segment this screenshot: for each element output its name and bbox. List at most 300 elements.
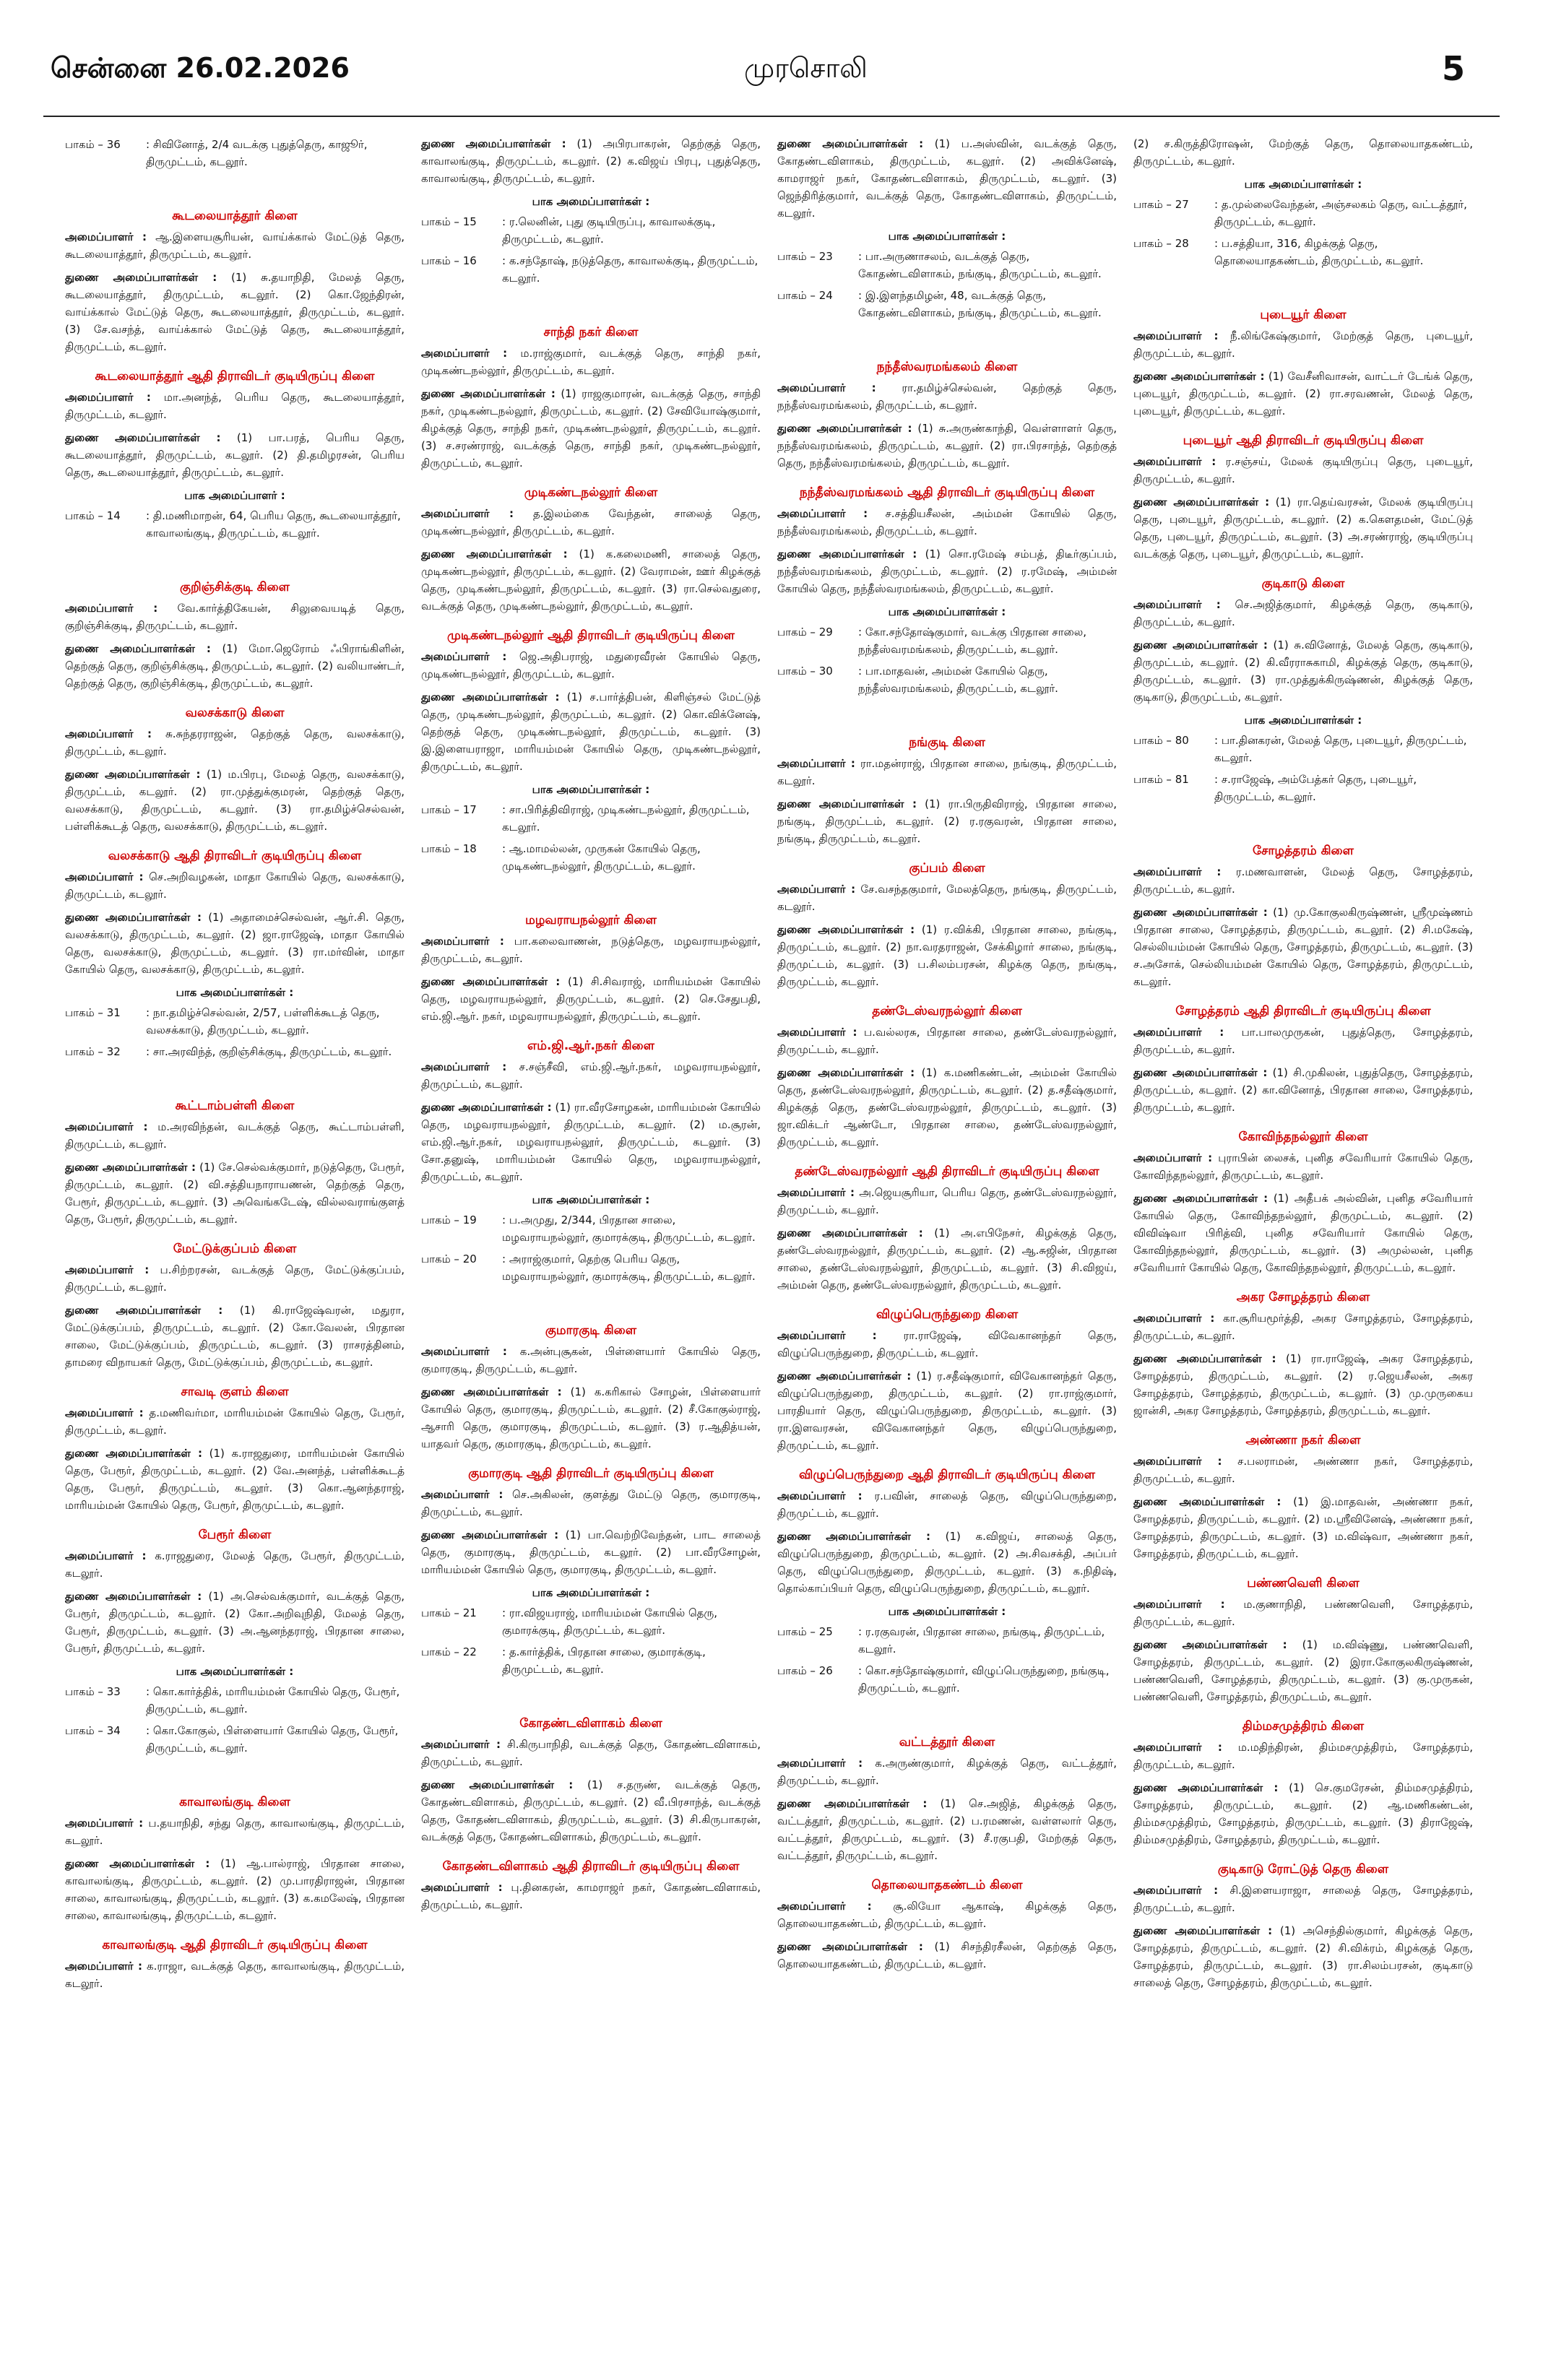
officer-details: சி.கிருபாநிதி, வடக்குத் தெரு, கோதண்டவிளாகம், திருமுட்டம், கடலூர். (421, 1738, 761, 1768)
branch-heading: தொலையாதகண்டம் கிளை (871, 1878, 1023, 1892)
officer-entry (65, 269, 405, 355)
booth-row (1133, 732, 1473, 766)
branch-heading: விழுப்பெருந்துறை கிளை (876, 1307, 1019, 1322)
officer-details: (1) மு.கோகுலகிருஷ்ணன், ஸ்ரீமுஷ்ணம் பிரதான சாலை, சோழத்தரம், திருமுட்டம், கடலூர். (2) சி.மகேஷ், செல்லியம்மன் கோயில் தெரு, சோழத்தரம், திருமுட்டம், கடலூர். (3) ச.அசோக், செல்லியம்மன் கோயில் தெரு, சோழத்தரம், திருமுட்டம், கடலூர். (1133, 906, 1473, 988)
section-gap (65, 546, 405, 566)
officer-details: சி.இளையராஜா, சாலைத் தெரு, சோழத்தரம், திருமுட்டம், கடலூர். (1133, 1884, 1473, 1914)
role-label: அமைப்பாளர் : (65, 1406, 144, 1419)
officer-entry (777, 1024, 1117, 1058)
role-label: அமைப்பாளர் : (65, 1960, 142, 1973)
officer-entry (1133, 1882, 1473, 1916)
officer-entry (1133, 904, 1473, 990)
officer-details: (1) ர.விக்கி, பிரதான சாலை, நங்குடி, திருமுட்டம், கடலூர். (2) நா.வரதராஜன், சேக்கிழார் சாலை, நங்குடி, திருமுட்டம், கடலூர். (3) ப.சிலம்பரசன், கிழக்கு தெரு, நங்குடி, திருமுட்டம், கடலூர். (777, 923, 1117, 988)
officer-entry (777, 1487, 1117, 1522)
role-label: அமைப்பாளர் : (777, 883, 856, 896)
section-subheading: பாக அமைப்பாளர் : (184, 489, 285, 502)
booth-officer: : த.கார்த்திக், பிரதான சாலை, குமாரக்குடி, திருமுட்டம், கடலூர். (502, 1645, 706, 1676)
role-label: துணை அமைப்பாளர்கள் : (65, 271, 217, 284)
branch-heading: பேரூர் கிளை (198, 1528, 272, 1542)
role-label: அமைப்பாளர் : (421, 1345, 507, 1358)
branch-heading: புடையூர் கிளை (1260, 308, 1347, 322)
booth-row (421, 252, 761, 287)
branch-heading: மேட்டுக்குப்பம் கிளை (173, 1242, 297, 1256)
section-gap (65, 1761, 405, 1781)
role-label: அமைப்பாளர் : (65, 870, 144, 883)
officer-details: அ.ஜெயசூரியா, பெரிய தெரு, தண்டேஸ்வரநல்லூர், திருமுட்டம், கடலூர். (777, 1186, 1117, 1216)
officer-details: (1) அதாமைச்செல்வன், ஆர்.சி. தெரு, வலசக்காடு, திருமுட்டம், கடலூர். (2) ஜா.ராஜேஷ், மாதா கோயில் தெரு, வலசக்காடு, திருமுட்டம், கடலூர். (3) ரா.மர்வின், மாதா கோயில் தெரு, வலசக்காடு, திருமுட்டம், கடலூர். (65, 911, 405, 976)
role-label: அமைப்பாளர் : (1133, 1455, 1222, 1468)
booth-officer: : ரா.விஜயராஜ், மாரியம்மன் கோயில் தெரு, குமாரக்குடி, திருமுட்டம், கடலூர். (502, 1606, 718, 1637)
officer-details: (1) அதீபக் அல்வின், புனித சவேரியார் கோயில் தெரு, கோவிந்தநல்லூர், திருமுட்டம், கடலூர். (2) விவிஷ்வா பிரித்வி, புனித சவேரியார் கோயில் தெரு, கோவிந்தநல்லூர், திருமுட்டம், கடலூர். (3) அமுல்லன், புனித சவேரியார் கோயில் தெரு, கோவிந்தநல்லூர், திருமுட்டம், கடலூர். (1133, 1192, 1473, 1274)
officer-entry (421, 688, 761, 775)
officer-entry (1133, 1636, 1473, 1705)
officer-details: (1) ராஜகுமாரன், வடக்குத் தெரு, சாந்தி நகர், முடிகண்டநல்லூர், திருமுட்டம், கடலூர். (2) சேவியோஷ்குமார், கிழக்குத் தெரு, சாந்தி நகர், முடிகண்டநல்லூர், திருமுட்டம், கடலூர். (3) ச.சரண்ராஜ், வடக்குத் தெரு, சாந்தி நகர், முடிகண்டநல்லூர், திருமுட்டம், கடலூர். (421, 387, 761, 469)
officer-entry (1133, 135, 1473, 170)
role-label: துணை அமைப்பாளர்கள் : (65, 1590, 202, 1603)
officer-entry (421, 1526, 761, 1578)
officer-details: (1) சொ.ரமேஷ் சம்பத், திடீர்குப்பம், நந்தீஸ்வரமங்கலம், திருமுட்டம், கடலூர். (2) ர.ரமேஷ், அம்மன் கோயில் தெரு, நந்தீஸ்வரமங்கலம், திருமுட்டம், கடலூர். (777, 548, 1117, 595)
officer-details: ரா.மதன்ராஜ், பிரதான சாலை, நங்குடி, திருமுட்டம், கடலூர். (777, 757, 1117, 787)
role-label: துணை அமைப்பாளர்கள் : (777, 422, 912, 435)
page-number: 5 (1442, 49, 1466, 88)
officer-details: (1) ரா.தெய்வரசன், மேலக் குடியிருப்பு தெரு, புடையூர், திருமுட்டம், கடலூர். (2) க.கௌதமன், மேட்டுத் தெரு, புடையூர், திருமுட்டம், கடலூர். (3) அ.சரண்ராஜ், குடியிருப்பு வடக்குத் தெரு, புடையூர், திருமுட்டம், கடலூர். (1133, 496, 1473, 561)
officer-details: வே.கார்த்திகேயன், சிலுவையடித் தெரு, குறிஞ்சிக்குடி, திருமுட்டம், கடலூர். (65, 602, 405, 632)
booth-number: பாகம் – 15 (421, 215, 477, 228)
role-label: அமைப்பாளர் : (65, 1120, 148, 1133)
officer-entry (777, 921, 1117, 990)
booth-row (65, 1722, 405, 1757)
role-label: அமைப்பாளர் : (65, 391, 151, 404)
officer-entry (65, 1855, 405, 1924)
officer-entry (777, 1754, 1117, 1789)
section-gap (65, 1065, 405, 1085)
booth-row (777, 248, 1117, 282)
officer-details: த.மணிவர்மா, மாரியம்மன் கோயில் தெரு, பேரூர், திருமுட்டம், கடலூர். (65, 1406, 405, 1437)
booth-row (421, 1250, 761, 1285)
officer-entry (421, 505, 761, 540)
booth-row (421, 1643, 761, 1678)
role-label: துணை அமைப்பாளர்கள் : (777, 1066, 915, 1079)
booth-officer: : அராஜ்குமார், தெற்கு பெரிய தெரு, மழவராயநல்லூர், குமாரக்குடி, திருமுட்டம், கடலூர். (502, 1252, 756, 1283)
officer-entry (777, 1327, 1117, 1362)
officer-entry (1133, 1190, 1473, 1276)
officer-details: (1) ம.விஷ்ணு, பண்ணவெளி, சோழத்தரம், திருமுட்டம், கடலூர். (2) இரா.கோகுலகிருஷ்ணன், பண்ணவெளி, சோழத்தரம், திருமுட்டம், கடலூர். (3) கு.முருகன், பண்ணவெளி, சோழத்தரம், திருமுட்டம், கடலூர். (1133, 1638, 1473, 1703)
officer-entry (1133, 1024, 1473, 1058)
officer-details: ரா.தமிழ்ச்செல்வன், தெற்குத் தெரு, நந்தீஸ்வரமங்கலம், திருமுட்டம், கடலூர். (777, 381, 1117, 412)
branch-heading: காவாலங்குடி கிளை (179, 1795, 290, 1809)
officer-entry (65, 1302, 405, 1371)
officer-entry (421, 135, 761, 187)
section-gap (777, 1701, 1117, 1721)
role-label: துணை அமைப்பாளர்கள் : (777, 1369, 912, 1382)
officer-entry (777, 755, 1117, 789)
officer-entry (421, 648, 761, 683)
officer-entry (1133, 1922, 1473, 1991)
booth-number: பாகம் – 80 (1133, 734, 1189, 747)
role-label: துணை அமைப்பாளர்கள் : (1133, 639, 1268, 652)
newspaper-name: முரசொலி (744, 52, 868, 84)
branch-heading: கோதண்டவிளாகம் கிளை (519, 1716, 662, 1731)
officer-entry (777, 420, 1117, 472)
booth-row (777, 662, 1117, 697)
officer-details: (1) அபிரபாகரன், தெற்குத் தெரு, காவாலங்குடி, திருமுட்டம், கடலூர். (2) க.விஜய் பிரபு, புதுத்தெரு, காவாலங்குடி, திருமுட்டம், கடலூர். (421, 137, 761, 185)
officer-entry (65, 1261, 405, 1296)
officer-details: (1) க.மணிகண்டன், அம்மன் கோயில் தெரு, தண்டேஸ்வரநல்லூர், திருமுட்டம், கடலூர். (2) த.சதீஷ்குமார், கிழக்குத் தெரு, தண்டேஸ்வரநல்லூர், திருமுட்டம், கடலூர். (3) ஜா.விக்டர் ஆண்டோ, பிரதான சாலை, தண்டேஸ்வரநல்லூர், திருமுட்டம், கடலூர். (777, 1066, 1117, 1148)
branch-heading: சோழத்தரம் கிளை (1253, 844, 1354, 858)
officer-details: (1) பா.வெற்றிவேந்தன், பாட சாலைத் தெரு, குமாரகுடி, திருமுட்டம், கடலூர். (2) பா.வீரசோழன், மாரியம்மன் கோயில் தெரு, குமாரகுடி, திருமுட்டம், கடலூர். (421, 1528, 761, 1576)
booth-number: பாகம் – 21 (421, 1606, 477, 1619)
role-label: துணை அமைப்பாளர்கள் : (1133, 1192, 1268, 1205)
role-label: அமைப்பாளர் : (1133, 1151, 1213, 1164)
officer-details: (1) பா.பரத், பெரிய தெரு, கூடலையாத்தூர், திருமுட்டம், கடலூர். (2) தி.தமிழரசன், பெரிய தெரு, கூடலையாத்தூர், திருமுட்டம், கடலூர். (65, 431, 405, 479)
officer-entry (421, 1383, 761, 1453)
officer-details: செ.அகிலன், குளத்து மேட்டு தெரு, குமாரகுடி, திருமுட்டம், கடலூர். (421, 1488, 761, 1518)
officer-details: க.அருண்குமார், கிழக்குத் தெரு, வட்டத்தூர், திருமுட்டம், கடலூர். (777, 1757, 1117, 1787)
officer-entry (1133, 493, 1473, 563)
masthead-rule (43, 116, 1500, 117)
branch-heading: திம்மசமுத்திரம் கிளை (1242, 1719, 1365, 1734)
branch-heading: அண்ணா நகர் கிளை (1245, 1433, 1361, 1448)
branch-heading: வலசக்காடு கிளை (185, 706, 285, 720)
booth-row (65, 507, 405, 542)
booth-number: பாகம் – 33 (65, 1685, 121, 1698)
role-label: அமைப்பாளர் : (777, 1757, 863, 1770)
booth-row (65, 1043, 405, 1060)
officer-entry (1133, 1310, 1473, 1344)
officer-details: க.ராஜா, வடக்குத் தெரு, காவாலங்குடி, திருமுட்டம், கடலூர். (65, 1960, 405, 1990)
officer-details: (1) அசெந்தில்குமார், கிழக்குத் தெரு, சோழத்தரம், திருமுட்டம், கடலூர். (2) சி.விக்ரம், கிழக்குத் தெரு, சோழத்தரம், திருமுட்டம், கடலூர். (3) ரா.சிலம்பரசன், குடிகாடு சாலைத் தெரு, சோழத்தரம், திருமுட்டம், கடலூர். (1133, 1924, 1473, 1989)
role-label: துணை அமைப்பாளர்கள் : (777, 1797, 928, 1810)
officer-details: (2) ச.கிருத்திரோஷன், மேற்குத் தெரு, தொலையாதகண்டம், திருமுட்டம், கடலூர். (1133, 137, 1473, 168)
booth-officer: : சா.அரவிந்த், குறிஞ்சிக்குடி, திருமுட்டம், கடலூர். (146, 1045, 392, 1058)
role-label: துணை அமைப்பாளர்கள் : (1133, 1924, 1273, 1937)
officer-entry (777, 1064, 1117, 1151)
booth-row (777, 287, 1117, 321)
column-2 (421, 134, 761, 2358)
officer-details: க.அன்புசூகன், பிள்ளையார் கோயில் தெரு, குமாரகுடி, திருமுட்டம், கடலூர். (421, 1345, 761, 1375)
booth-number: பாகம் – 31 (65, 1006, 121, 1019)
booth-number: பாகம் – 26 (777, 1664, 833, 1677)
role-label: துணை அமைப்பாளர்கள் : (65, 1161, 196, 1174)
role-label: துணை அமைப்பாளர்கள் : (1133, 1781, 1279, 1794)
booth-officer: : சா.பிரித்திவிராஜ், முடிகண்டநல்லூர், திருமுட்டம், கடலூர். (502, 803, 750, 834)
role-label: அமைப்பாளர் : (65, 1549, 147, 1562)
booth-row (421, 840, 761, 875)
officer-entry (777, 1224, 1117, 1294)
officer-details: நீ.லிங்கேஷ்குமார், மேற்குத் தெரு, புடையூர், திருமுட்டம், கடலூர். (1133, 329, 1473, 360)
booth-officer: : பா.தினகரன், மேலத் தெரு, புடையூர், திருமுட்டம், கடலூர். (1214, 734, 1467, 764)
officer-details: (1) ம.பிரபு, மேலத் தெரு, வலசக்காடு, திருமுட்டம், கடலூர். (2) ரா.முத்துக்குமரன், தெற்குத் தெரு, வலசக்காடு, திருமுட்டம், கடலூர். (3) ரா.தமிழ்ச்செல்வன், பள்ளிக்கூடத் தெரு, வலசக்காடு, திருமுட்டம், கடலூர். (65, 768, 405, 833)
officer-entry (65, 600, 405, 634)
officer-details: செ.அஜித்குமார், கிழக்குத் தெரு, குடிகாடு, திருமுட்டம், கடலூர். (1133, 598, 1473, 628)
booth-number: பாகம் – 81 (1133, 773, 1189, 786)
booth-number: பாகம் – 32 (65, 1045, 121, 1058)
role-label: அமைப்பாளர் : (1133, 1312, 1215, 1325)
officer-details: (1) ச.தருண், வடக்குத் தெரு, கோதண்டவிளாகம், திருமுட்டம், கடலூர். (2) வீ.பிரசாந்த், வடக்குத் தெரு, கோதண்டவிளாகம், திருமுட்டம், கடலூர். (3) சி.கிருபாகரன், வடக்குத் தெரு, கோதண்டவிளாகம், திருமுட்டம், கடலூர். (421, 1778, 761, 1843)
role-label: அமைப்பாளர் : (777, 757, 855, 770)
role-label: அமைப்பாளர் : (65, 602, 158, 615)
booth-number: பாகம் – 22 (421, 1645, 477, 1658)
officer-entry (421, 345, 761, 379)
branch-heading: குடிகாடு ரோட்டுத் தெரு கிளை (1217, 1862, 1389, 1877)
column-1 (65, 134, 405, 2358)
role-label: துணை அமைப்பாளர்கள் : (421, 1528, 559, 1541)
role-label: அமைப்பாளர் : (1133, 1741, 1222, 1754)
section-gap (65, 175, 405, 195)
role-label: துணை அமைப்பாளர்கள் : (65, 1447, 202, 1460)
branch-heading: நந்தீஸ்வரமங்கலம் கிளை (876, 360, 1018, 374)
branch-heading: முடிகண்டநல்லூர் ஆதி திராவிடர் குடியிருப்பு கிளை (447, 628, 735, 643)
officer-details: ஜெ.அதிபராஜ், மதுரைவீரன் கோயில் தெரு, முடிகண்டநல்லூர், திருமுட்டம், கடலூர். (421, 650, 761, 680)
officer-entry (1133, 636, 1473, 706)
booth-row (1133, 771, 1473, 805)
officer-details: (1) அ.எபிநேசர், கிழக்குத் தெரு, தண்டேஸ்வரநல்லூர், திருமுட்டம், கடலூர். (2) ஆ.சுஜின், பிரதான சாலை, தண்டேஸ்வரநல்லூர், திருமுட்டம், கடலூர். (3) சி.விஜய், அம்மன் தெரு, தண்டேஸ்வரநல்லூர், திருமுட்டம், கடலூர். (777, 1226, 1117, 1291)
officer-entry (65, 725, 405, 760)
role-label: துணை அமைப்பாளர்கள் : (65, 1857, 210, 1870)
role-label: அமைப்பாளர் : (777, 1329, 877, 1342)
role-label: துணை அமைப்பாளர்கள் : (65, 642, 211, 655)
officer-details: ச.சத்தியசீலன், அம்மன் கோயில் தெரு, நந்தீஸ்வரமங்கலம், திருமுட்டம், கடலூர். (777, 507, 1117, 537)
officer-entry (1133, 1453, 1473, 1487)
booth-row (421, 1211, 761, 1246)
booth-officer: : ப.அமுது, 2/344, பிரதான சாலை, மழவராயநல்லூர், குமாரக்குடி, திருமுட்டம், கடலூர். (502, 1213, 756, 1244)
officer-entry (1133, 1493, 1473, 1562)
booth-officer: : கொ.கார்த்திக், மாரியம்மன் கோயில் தெரு, பேரூர், திருமுட்டம், கடலூர். (146, 1685, 400, 1715)
role-label: அமைப்பாளர் : (421, 507, 514, 520)
officer-entry (65, 1445, 405, 1514)
role-label: துணை அமைப்பாளர்கள் : (1133, 1638, 1287, 1651)
role-label: அமைப்பாளர் : (421, 1738, 501, 1751)
officer-entry (421, 545, 761, 615)
branch-heading: காவாலங்குடி ஆதி திராவிடர் குடியிருப்பு கிளை (102, 1938, 368, 1952)
booth-row (777, 1662, 1117, 1697)
officer-entry (421, 1099, 761, 1185)
role-label: அமைப்பாளர் : (421, 1060, 507, 1073)
officer-details: ம.மதிந்திரன், திம்மசமுத்திரம், சோழத்தரம், திருமுட்டம், கடலூர். (1133, 1741, 1473, 1771)
booth-number: பாகம் – 16 (421, 254, 477, 267)
officer-details: சூ.லியோ ஆகாஷ், கிழக்குத் தெரு, தொலையாதகண்டம், திருமுட்டம், கடலூர். (777, 1900, 1117, 1930)
officer-details: ம.குணாநிதி, பண்ணவெளி, சோழத்தரம், திருமுட்டம், கடலூர். (1133, 1598, 1473, 1628)
officer-details: ப.தயாநிதி, சந்து தெரு, காவாலங்குடி, திருமுட்டம், கடலூர். (65, 1817, 405, 1847)
role-label: துணை அமைப்பாளர்கள் : (1133, 906, 1268, 919)
booth-officer: : க.சந்தோஷ், நடுத்தெரு, காவாலக்குடி, திருமுட்டம், கடலூர். (502, 254, 758, 285)
section-subheading: பாக அமைப்பாளர்கள் : (1244, 178, 1362, 191)
officer-details: மா.அனந்த், பெரிய தெரு, கூடலையாத்தூர், திருமுட்டம், கடலூர். (65, 391, 405, 421)
booth-officer: : ஆ.மாமல்லன், முருகன் கோயில் தெரு, முடிகண்டநல்லூர், திருமுட்டம், கடலூர். (502, 842, 701, 873)
officer-entry (1133, 368, 1473, 420)
role-label: துணை அமைப்பாளர்கள் : (421, 1778, 574, 1791)
section-subheading: பாக அமைப்பாளர்கள் : (888, 605, 1006, 618)
officer-details: ச.பலராமன், அண்ணா நகர், சோழத்தரம், திருமுட்டம், கடலூர். (1133, 1455, 1473, 1485)
officer-details: (1) அ.செல்வக்குமார், வடக்குத் தெரு, பேரூர், திருமுட்டம், கடலூர். (2) கோ.அறிவுநிதி, மேலத் தெரு, பேரூர், திருமுட்டம், கடலூர். (3) அ.ஆனந்தராஜ், பிரதான சாலை, பேரூர், திருமுட்டம், கடலூர். (65, 1590, 405, 1655)
section-gap (421, 1289, 761, 1310)
masthead-date: சென்னை 26.02.2026 (51, 52, 350, 84)
branch-heading: நந்தீஸ்வரமங்கலம் ஆதி திராவிடர் குடியிருப்பு கிளை (799, 485, 1095, 500)
branch-heading: தண்டேஸ்வரநல்லூர் கிளை (872, 1004, 1022, 1018)
officer-details: சு.சுந்தரராஜன், தெற்குத் தெரு, வலசக்காடு, திருமுட்டம், கடலூர். (65, 727, 405, 758)
officer-entry (421, 1343, 761, 1377)
officer-entry (1133, 863, 1473, 898)
booth-officer: : பா.அருணாசலம், வடக்குத் தெரு, கோதண்டவிளாகம், நங்குடி, திருமுட்டம், கடலூர். (858, 250, 1102, 280)
officer-details: த.இலம்கை வேந்தன், சாலைத் தெரு, முடிகண்டநல்லூர், திருமுட்டம், கடலூர். (421, 507, 761, 537)
officer-entry (777, 1897, 1117, 1932)
role-label: அமைப்பாளர் : (777, 1026, 857, 1039)
officer-entry (1133, 1064, 1473, 1116)
officer-entry (421, 1486, 761, 1520)
role-label: துணை அமைப்பாளர்கள் : (421, 691, 560, 704)
officer-details: புராபின் லைசக், புனித சவேரியார் கோயில் தெரு, கோவிந்தநல்லூர், திருமுட்டம், கடலூர். (1133, 1151, 1473, 1182)
officer-entry (65, 640, 405, 692)
booth-number: பாகம் – 24 (777, 289, 833, 302)
officer-entry (65, 1404, 405, 1439)
officer-details: (1) சிசந்திரசீலன், தெற்குத் தெரு, தொலையாதகண்டம், திருமுட்டம், கடலூர். (777, 1940, 1117, 1970)
officer-entry (777, 795, 1117, 847)
section-gap (777, 701, 1117, 722)
column-3 (777, 134, 1117, 2358)
branch-heading: நங்குடி கிளை (909, 735, 985, 750)
booth-number: பாகம் – 28 (1133, 237, 1189, 250)
role-label: அமைப்பாளர் : (421, 935, 504, 948)
role-label: அமைப்பாளர் : (421, 347, 508, 360)
role-label: துணை அமைப்பாளர்கள் : (777, 1226, 923, 1239)
section-gap (421, 1682, 761, 1702)
role-label: துணை அமைப்பாளர்கள் : (65, 911, 202, 924)
role-label: அமைப்பாளர் : (777, 1489, 863, 1502)
officer-entry (65, 1118, 405, 1153)
officer-details: ச.சஞ்சீவி, எம்.ஜி.ஆர்.நகர், மழவராயநல்லூர், திருமுட்டம், கடலூர். (421, 1060, 761, 1091)
officer-details: பா.கலைவாணன், நடுத்தெரு, மழவராயநல்லூர், திருமுட்டம், கடலூர். (421, 935, 761, 965)
booth-number: பாகம் – 17 (421, 803, 477, 816)
branch-heading: பண்ணவெளி கிளை (1247, 1576, 1360, 1591)
officer-details: (1) இ.மாதவன், அண்ணா நகர், சோழத்தரம், திருமுட்டம், கடலூர். (2) ம.ஸ்ரீவினேஷ், அண்ணா நகர், சோழத்தரம், திருமுட்டம், கடலூர். (3) ம.விஷ்வா, அண்ணா நகர், சோழத்தரம், திருமுட்டம், கடலூர். (1133, 1495, 1473, 1560)
booth-officer: : கொ.சந்தோஷ்குமார், விழுப்பெருந்துறை, நங்குடி, திருமுட்டம், கடலூர். (858, 1664, 1110, 1695)
branch-heading: குமாரகுடி கிளை (545, 1323, 637, 1338)
role-label: அமைப்பாளர் : (65, 727, 152, 740)
officer-entry (421, 385, 761, 472)
booth-number: பாகம் – 19 (421, 1213, 477, 1226)
booth-officer: : ப.சத்தியா, 316, கிழக்குத் தெரு, தொலையாதகண்டம், திருமுட்டம், கடலூர். (1214, 237, 1424, 267)
booth-officer: : த.முல்லைவேந்தன், அஞ்சலகம் தெரு, வட்டத்தூர், திருமுட்டம், கடலூர். (1214, 198, 1467, 228)
role-label: அமைப்பாளர் : (65, 1263, 150, 1276)
booth-officer: : நா.தமிழ்ச்செல்வன், 2/57, பள்ளிக்கூடத் தெரு, வலசக்காடு, திருமுட்டம், கடலூர். (146, 1006, 380, 1037)
role-label: துணை அமைப்பாளர்கள் : (421, 1101, 552, 1114)
officer-entry (421, 1879, 761, 1913)
booth-row (65, 1683, 405, 1718)
role-label: அமைப்பாளர் : (421, 1881, 503, 1894)
branch-heading: கூடலையாத்தூர் ஆதி திராவிடர் குடியிருப்பு கிளை (95, 369, 375, 384)
section-subheading: பாக அமைப்பாளர்கள் : (888, 230, 1006, 243)
officer-details: (1) க.விஜய், சாலைத் தெரு, விழுப்பெருந்துறை, திருமுட்டம், கடலூர். (2) அ.சிவசக்தி, அப்பர் தெரு, விழுப்பெருந்துறை, திருமுட்டம், கடலூர். (3) க.நிதிஷ், தொல்காப்பியர் தெரு, விழுப்பெருந்துறை, திருமுட்டம், கடலூர். (777, 1530, 1117, 1595)
branch-heading: விழுப்பெருந்துறை ஆதி திராவிடர் குடியிருப்பு கிளை (799, 1468, 1095, 1482)
officer-details: (1) செ.அஜித், கிழக்குத் தெரு, வட்டத்தூர், திருமுட்டம், கடலூர். (2) ப.ரமணன், வள்ளலார் தெரு, வட்டத்தூர், திருமுட்டம், கடலூர். (3) சீ.ரகுபதி, மேற்குத் தெரு, வட்டத்தூர், திருமுட்டம், கடலூர். (777, 1797, 1117, 1862)
officer-entry (1133, 1350, 1473, 1419)
branch-heading: மழவராயநல்லூர் கிளை (525, 913, 657, 927)
section-subheading: பாக அமைப்பாளர்கள் : (532, 195, 650, 208)
officer-details: (1) சி.முகிலன், புதுத்தெரு, சோழத்தரம், திருமுட்டம், கடலூர். (2) கா.வினோத், பிரதான சாலை, சோழத்தரம், திருமுட்டம், கடலூர். (1133, 1066, 1473, 1114)
booth-number: பாகம் – 25 (777, 1625, 833, 1638)
branch-heading: கோவிந்தநல்லூர் கிளை (1238, 1130, 1368, 1144)
officer-details: (1) ர.சதீஷ்குமார், விவேகானந்தர் தெரு, விழுப்பெருந்துறை, திருமுட்டம், கடலூர். (2) ரா.ராஜ்குமார், பாரதியார் தெரு, விழுப்பெருந்துறை, திருமுட்டம், கடலூர். (3) ரா.இளவரசன், விவேகானந்தர் தெரு, விழுப்பெருந்துறை, திருமுட்டம், கடலூர். (777, 1369, 1117, 1452)
officer-entry (65, 228, 405, 263)
officer-details: சே.வசந்தகுமார், மேலத்தெரு, நங்குடி, திருமுட்டம், கடலூர். (777, 883, 1117, 913)
branch-heading: குமாரகுடி ஆதி திராவிடர் குடியிருப்பு கிளை (468, 1466, 714, 1481)
role-label: அமைப்பாளர் : (777, 1186, 855, 1199)
role-label: துணை அமைப்பாளர்கள் : (1133, 496, 1270, 509)
officer-details: (1) ரா.ராஜேஷ், அகர சோழத்தரம், சோழத்தரம், திருமுட்டம், கடலூர். (2) ர.ஜெயசீலன், அகர சோழத்தரம், சோழத்தரம், திருமுட்டம், கடலூர். (3) மு.முருகைய ஜான்சி, அகர சோழத்தரம், சோழத்தரம், திருமுட்டம், கடலூர். (1133, 1352, 1473, 1417)
section-gap (421, 291, 761, 311)
role-label: துணை அமைப்பாளர்கள் : (777, 797, 917, 810)
role-label: அமைப்பாளர் : (1133, 865, 1222, 878)
branch-heading: வலசக்காடு ஆதி திராவிடர் குடியிருப்பு கிளை (108, 849, 362, 863)
booth-officer: : சிவினோத், 2/4 வடக்கு புதுத்தெரு, காஜூர், திருமுட்டம், கடலூர். (146, 138, 368, 168)
officer-details: ர.மணவாளன், மேலத் தெரு, சோழத்தரம், திருமுட்டம், கடலூர். (1133, 865, 1473, 896)
role-label: அமைப்பாளர் : (1133, 1026, 1224, 1039)
officer-details: (1) ரா.வீரசோழகன், மாரியம்மன் கோயில் தெரு, மழவராயநல்லூர், திருமுட்டம், கடலூர். (2) ம.சூரன், எம்.ஜி.ஆர்.நகர், மழவராயநல்லூர், திருமுட்டம், கடலூர். (3) சோ.தனுஷ், மாரியம்மன் கோயில் தெரு, மழவராயநல்லூர், திருமுட்டம், கடலூர். (421, 1101, 761, 1183)
officer-details: (1) சி.சிவராஜ், மாரியம்மன் கோயில் தெரு, மழவராயநல்லூர், திருமுட்டம், கடலூர். (2) செ.சேதுபதி, எம்.ஜி.ஆர். நகர், மழவராயநல்லூர், திருமுட்டம், கடலூர். (421, 975, 761, 1023)
booth-number: பாகம் – 27 (1133, 198, 1189, 211)
officer-details: (1) சு.வினோத், மேலத் தெரு, குடிகாடு, திருமுட்டம், கடலூர். (2) கி.வீரராசுகாமி, கிழக்குத் தெரு, குடிகாடு, திருமுட்டம், கடலூர். (3) ரா.முத்துக்கிருஷ்ணன், கிழக்குத் தெரு, குடிகாடு, திருமுட்டம், கடலூர். (1133, 639, 1473, 704)
role-label: துணை அமைப்பாளர்கள் : (777, 1530, 931, 1543)
officer-entry (65, 1159, 405, 1228)
branch-heading: குப்பம் கிளை (909, 861, 985, 875)
branch-heading: தண்டேஸ்வரநல்லூர் ஆதி திராவிடர் குடியிருப்பு கிளை (795, 1164, 1099, 1179)
officer-entry (1133, 1739, 1473, 1773)
booth-row (421, 213, 761, 248)
officer-details: (1) க.கலைமணி, சாலைத் தெரு, முடிகண்டநல்லூர், திருமுட்டம், கடலூர். (2) வேராமன், ஊர் கிழக்குத் தெரு, முடிகண்டநல்லூர், திருமுட்டம், கடலூர். (3) ரா.செல்வதுரை, வடக்குத் தெரு, முடிகண்டநல்லூர், திருமுட்டம், கடலூர். (421, 548, 761, 613)
officer-details: ர.சஞ்சய், மேலக் குடியிருப்பு தெரு, புடையூர், திருமுட்டம், கடலூர். (1133, 455, 1473, 485)
booth-row (1133, 235, 1473, 269)
officer-details: ப.வல்லரசு, பிரதான சாலை, தண்டேஸ்வரநல்லூர், திருமுட்டம், கடலூர். (777, 1026, 1117, 1056)
branch-heading: சாந்தி நகர் கிளை (543, 325, 639, 339)
section-gap (1133, 274, 1473, 294)
officer-entry (65, 766, 405, 835)
branch-heading: குடிகாடு கிளை (1261, 576, 1345, 591)
role-label: அமைப்பாளர் : (777, 381, 876, 394)
role-label: அமைப்பாளர் : (1133, 1884, 1219, 1897)
branch-heading: சோழத்தரம் ஆதி திராவிடர் குடியிருப்பு கிளை (1175, 1004, 1431, 1018)
officer-entry (777, 135, 1117, 222)
officer-details: (1) ச.பார்த்திபன், கிளிஞ்சல் மேட்டுத் தெரு, முடிகண்டநல்லூர், திருமுட்டம், கடலூர். (2) கொ.விக்னேஷ், தெற்குத் தெரு, முடிகண்டநல்லூர், திருமுட்டம், கடலூர். (3) இ.இளையராஜா, மாரியம்மன் கோயில் தெரு, முடிகண்டநல்லூர், திருமுட்டம், கடலூர். (421, 691, 761, 773)
officer-entry (777, 379, 1117, 414)
booth-number: பாகம் – 14 (65, 509, 121, 522)
booth-officer: : பா.மாதவன், அம்மன் கோயில் தெரு, நந்தீஸ்வரமங்கலம், திருமுட்டம், கடலூர். (858, 665, 1058, 695)
branch-heading: அகர சோழத்தரம் கிளை (1236, 1290, 1370, 1304)
role-label: அமைப்பாளர் : (777, 507, 868, 520)
role-label: அமைப்பாளர் : (777, 1900, 872, 1913)
booth-number: பாகம் – 23 (777, 250, 833, 263)
officer-details: (1) மோ.ஜெரோம் ஃபிராங்கிளின், தெற்குத் தெரு, குறிஞ்சிக்குடி, திருமுட்டம், கடலூர். (2) வலியாண்டர், தெற்குத் தெரு, குறிஞ்சிக்குடி, திருமுட்டம், கடலூர். (65, 642, 405, 690)
booth-row (1133, 196, 1473, 230)
role-label: துணை அமைப்பாளர்கள் : (65, 431, 221, 444)
booth-officer: : தி.மணிமாறன், 64, பெரிய தெரு, கூடலையாத்தூர், காவாலங்குடி, திருமுட்டம், கடலூர். (146, 509, 401, 540)
branch-heading: வட்டத்தூர் கிளை (899, 1735, 995, 1749)
branch-heading: எம்.ஜி.ஆர்.நகர் கிளை (527, 1039, 654, 1053)
booth-officer: : ர.லெனின், புது குடியிருப்பு, காவாலக்குடி, திருமுட்டம், கடலூர். (502, 215, 716, 246)
booth-row (65, 1004, 405, 1039)
officer-details: (1) ப.அஸ்வின், வடக்குத் தெரு, கோதண்டவிளாகம், திருமுட்டம், கடலூர். (2) அவிக்னேஷ், காமராஜர் நகர், கோதண்டவிளாகம், திருமுட்டம், கடலூர். (3) ஜெந்திரித்குமார், வடக்குத் தெரு, கோதண்டவிளாகம், திருமுட்டம், கடலூர். (777, 137, 1117, 220)
officer-entry (777, 505, 1117, 540)
officer-entry (777, 545, 1117, 597)
officer-entry (421, 973, 761, 1025)
branch-heading: புடையூர் ஆதி திராவிடர் குடியிருப்பு கிளை (1183, 433, 1424, 448)
officer-details: ஆ.இளையசூரியன், வாய்க்கால் மேட்டுத் தெரு, கூடலையாத்தூர், திருமுட்டம், கடலூர். (65, 230, 405, 261)
booth-officer: : ச.ராஜேஷ், அம்பேத்கர் தெரு, புடையூர், திருமுட்டம், கடலூர். (1214, 773, 1417, 803)
section-subheading: பாக அமைப்பாளர்கள் : (532, 1193, 650, 1206)
officer-entry (421, 932, 761, 967)
officer-details: க.ராஜதுரை, மேலத் தெரு, பேரூர், திருமுட்டம், கடலூர். (65, 1549, 405, 1580)
booth-number: பாகம் – 18 (421, 842, 477, 855)
booth-row (421, 1604, 761, 1639)
